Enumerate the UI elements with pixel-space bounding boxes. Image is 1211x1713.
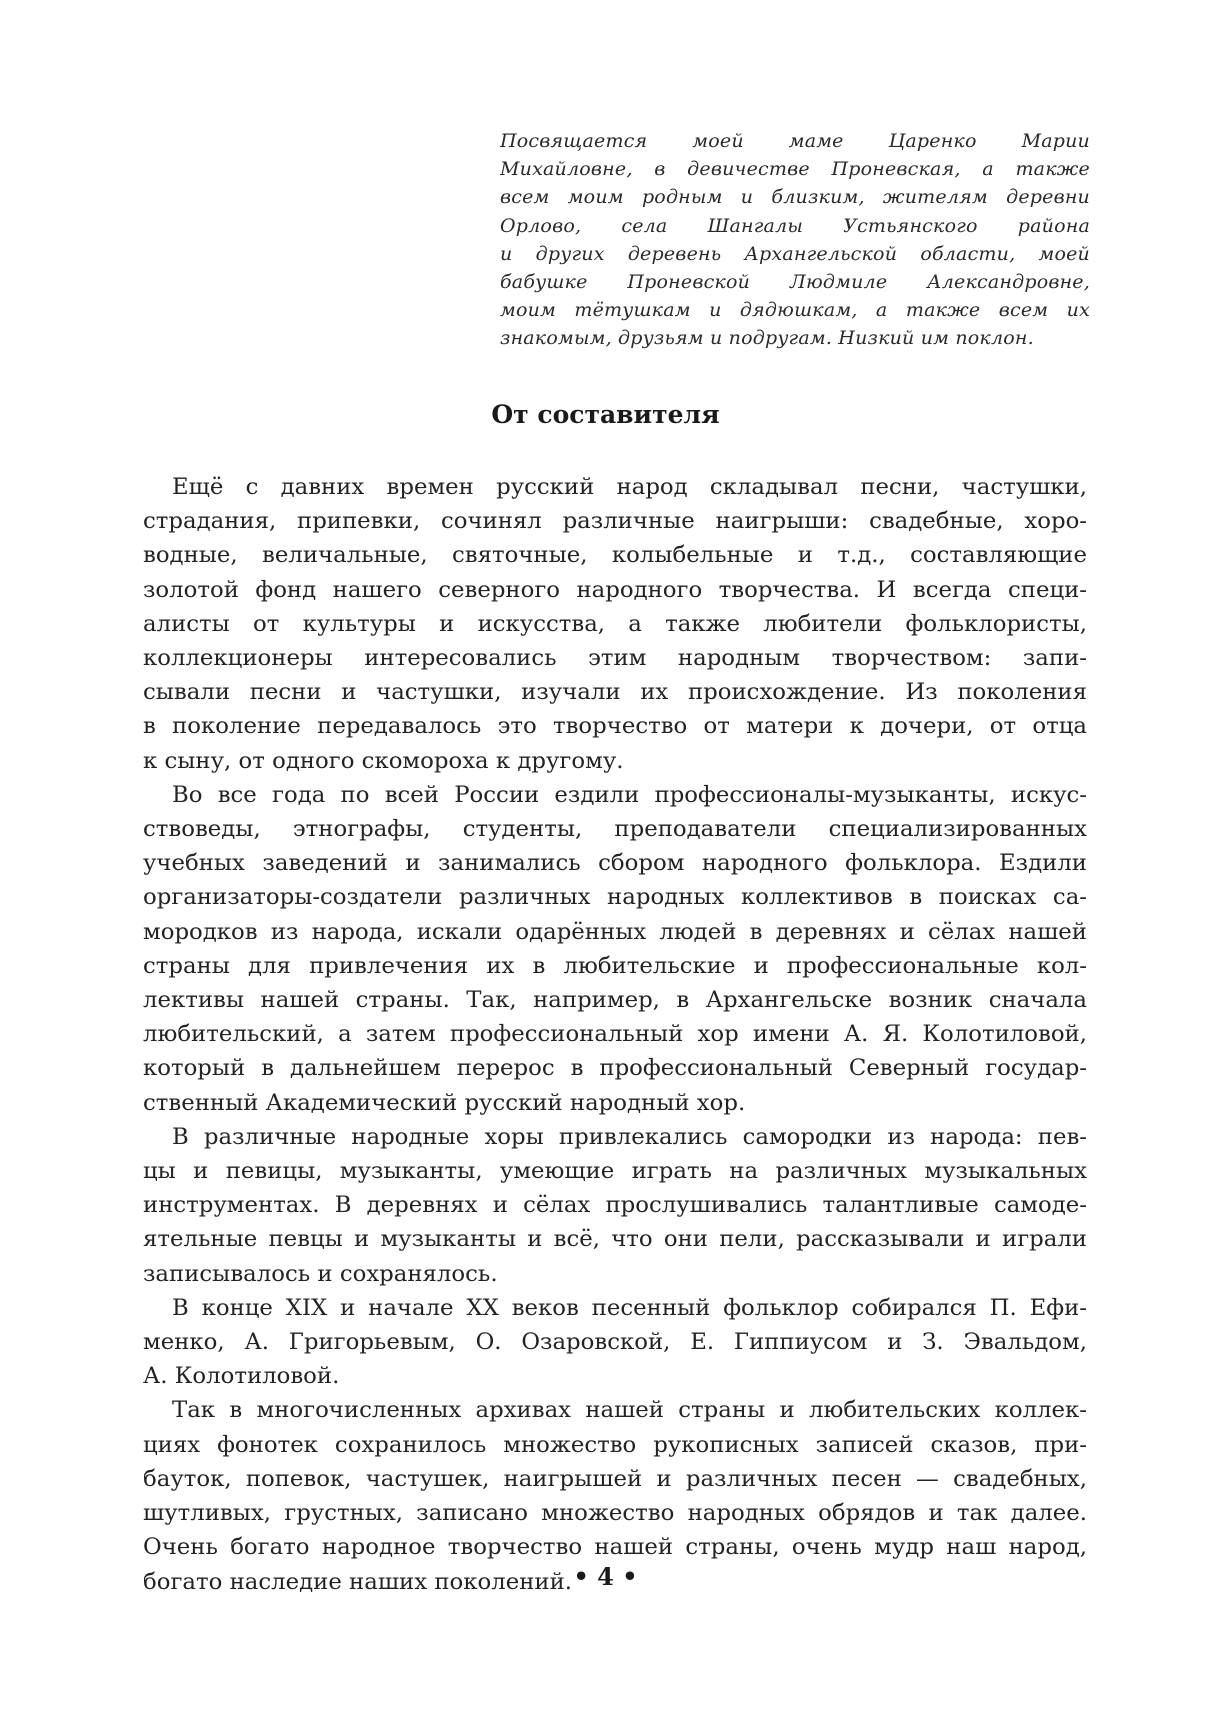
paragraph-1 (143, 470, 1087, 778)
body-text (143, 470, 1087, 1599)
text-line: золотой фонд нашего северного народного творчества. И всегда специ- (143, 576, 1087, 603)
text-line: записывалось и сохранялось. (143, 1260, 498, 1287)
text-line: менко, А. Григорьевым, О. Озаровской, Е. Гиппиусом и З. Эвальдом, (143, 1329, 1087, 1356)
text-line: страны для привлечения их в любительские и профессиональные кол- (143, 952, 1087, 979)
text-line: Очень богато народное творчество нашей страны, очень мудр наш народ, (143, 1534, 1087, 1561)
dedication-line: и других деревень Архангельской области, моей (500, 242, 1090, 265)
text-line: страдания, припевки, сочинял различные наигрыши: свадебные, хоро- (143, 508, 1087, 535)
dedication-line: знакомым, друзьям и подругам. Низкий им поклон. (500, 327, 1034, 350)
dedication-line: бабушке Проневской Людмиле Александровне, (500, 271, 1090, 294)
text-line: который в дальнейшем перерос в профессиональный Северный государ- (143, 1055, 1087, 1082)
text-line: организаторы-создатели различных народных коллективов в поисках са- (143, 884, 1087, 911)
section-heading: От составителя (491, 400, 720, 429)
text-line: Так в многочисленных архивах нашей страны и любительских коллек- (172, 1397, 1087, 1424)
paragraph-2 (143, 778, 1087, 1120)
dedication-line: всем моим родным и близким, жителям деревни (500, 186, 1090, 209)
text-line: В конце XIX и начале XX веков песенный фольклор собирался П. Ефи- (172, 1294, 1087, 1321)
text-line: к сыну, от одного скомороха к другому. (143, 747, 624, 774)
text-line: Во все года по всей России ездили профессионалы-музыканты, искус- (172, 781, 1087, 808)
text-line: ствоведы, этнографы, студенты, преподаватели специализированных (143, 816, 1087, 843)
dedication-epigraph (500, 127, 1090, 353)
paragraph-3 (143, 1120, 1087, 1291)
text-line: сывали песни и частушки, изучали их происхождение. Из поколения (143, 679, 1087, 706)
text-line: ятельные певцы и музыканты и всё, что они пели, рассказывали и играли (143, 1226, 1087, 1253)
text-line: А. Колотиловой. (143, 1363, 340, 1390)
text-line: инструментах. В деревнях и сёлах прослушивались талантливые самоде- (143, 1192, 1087, 1219)
text-line: бауток, попевок, частушек, наигрышей и различных песен — свадебных, (143, 1465, 1087, 1492)
text-line: в поколение передавалось это творчество от матери к дочери, от отца (143, 713, 1087, 740)
text-line: шутливых, грустных, записано множество народных обрядов и так далее. (143, 1500, 1087, 1527)
text-line: цы и певицы, музыканты, умеющие играть на различных музыкальных (143, 1158, 1087, 1185)
text-line: богато наследие наших поколений. (143, 1568, 573, 1595)
text-line: ственный Академический русский народный хор. (143, 1089, 746, 1116)
text-line: В различные народные хоры привлекались самородки из народа: пев- (172, 1123, 1087, 1150)
text-line: мородков из народа, искали одарённых людей в деревнях и сёлах нашей (143, 918, 1087, 945)
text-line: лективы нашей страны. Так, например, в Архангельске возник сначала (143, 987, 1087, 1014)
text-line: алисты от культуры и искусства, а также любители фольклористы, (143, 610, 1087, 637)
dedication-line: моим тётушкам и дядюшкам, а также всем их (500, 299, 1090, 322)
text-line: любительский, а затем профессиональный хор имени А. Я. Колотиловой, (143, 1021, 1087, 1048)
dedication-line: Посвящается моей маме Царенко Марии (500, 130, 1090, 152)
text-line: коллекционеры интересовались этим народным творчеством: запи- (143, 645, 1087, 672)
page-number: • 4 • (573, 1562, 638, 1591)
dedication-line: Орлово, села Шангалы Устьянского района (500, 214, 1090, 237)
text-line: учебных заведений и занимались сбором народного фольклора. Ездили (143, 850, 1087, 877)
text-line: циях фонотек сохранилось множество рукописных записей сказов, при- (143, 1431, 1087, 1458)
text-line: водные, величальные, святочные, колыбельные и т.д., составляющие (143, 542, 1087, 569)
paragraph-4 (143, 1291, 1087, 1394)
text-line: Ещё с давних времен русский народ складывал песни, частушки, (172, 474, 1087, 500)
dedication-line: Михайловне, в девичестве Проневская, а также (500, 158, 1090, 181)
